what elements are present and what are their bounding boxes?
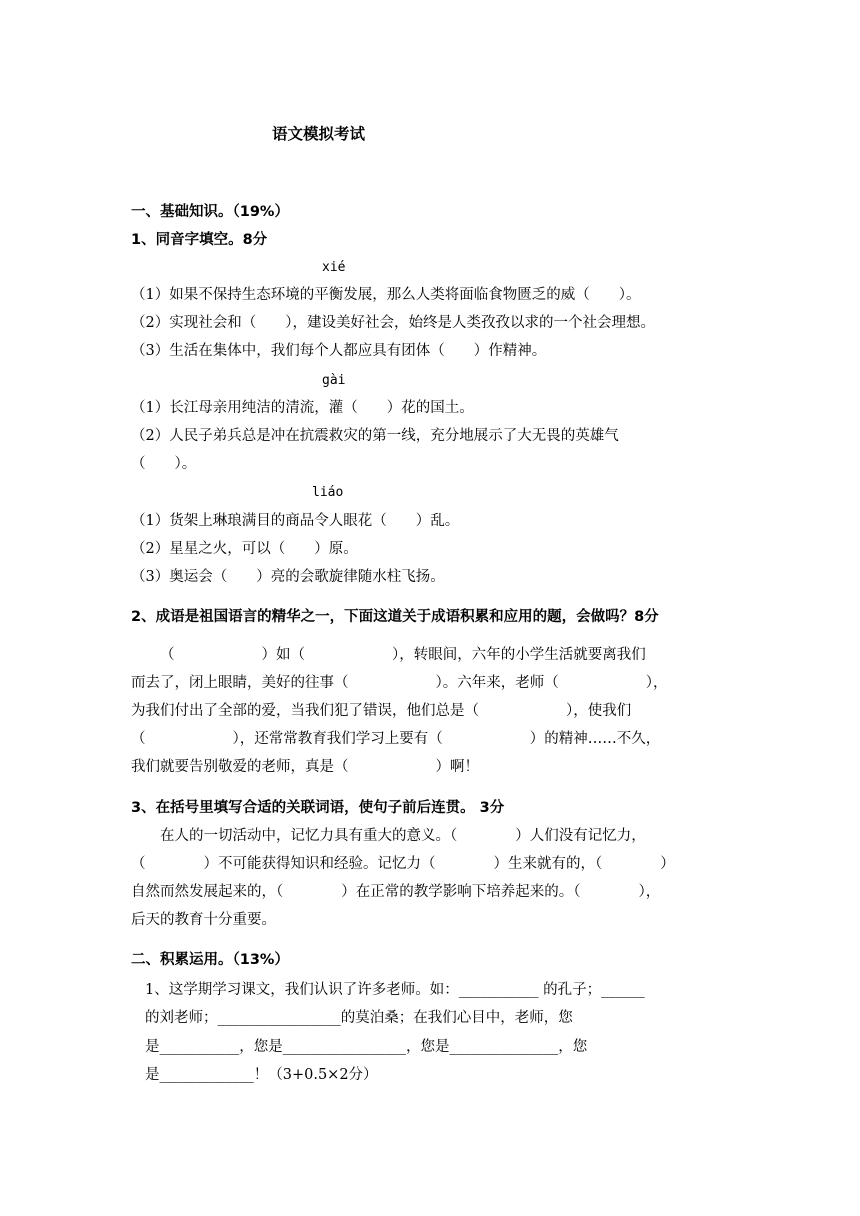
q2-heading: 2、成语是祖国语言的精华之一，下面这道关于成语积累和应用的题，会做吗？8分	[131, 609, 659, 625]
s2-q1-line-3: 是___________，您是_________________，您是_______________，您	[145, 1039, 588, 1055]
pinyin-liao: liáo	[312, 485, 344, 500]
pinyin-xie: xié	[322, 260, 346, 275]
q2-line-3: 为我们付出了全部的爱，当我们犯了错误，他们总是（ ），使我们	[131, 703, 632, 719]
q1-gai-item-1: （1）长江母亲用纯洁的清流，灌（ ）花的国土。	[131, 400, 474, 416]
q1-gai-item-2: （2）人民子弟兵总是冲在抗震救灾的第一线，充分地展示了大无畏的英雄气	[131, 428, 619, 444]
q1-heading: 1、同音字填空。8分	[131, 232, 268, 248]
q3-line-1: 在人的一切活动中，记忆力具有重大的意义。（ ）人们没有记忆力，	[160, 828, 646, 844]
q1-liao-item-2: （2）星星之火，可以（ ）原。	[131, 541, 358, 557]
page-title: 语文模拟考试	[272, 125, 366, 143]
q3-line-2: （ ）不可能获得知识和经验。记忆力（ ）生来就有的，（ ）	[131, 856, 675, 872]
q1-xie-item-2: （2）实现社会和（ ），建设美好社会，始终是人类孜孜以求的一个社会理想。	[131, 315, 655, 331]
q3-line-3: 自然而然发展起来的，（ ）在正常的教学影响下培养起来的。（ ），	[131, 884, 661, 900]
s2-q1-line-1: 1、这学期学习课文，我们认识了许多老师。如：___________ 的孔子；______	[145, 982, 645, 998]
q1-xie-item-1: （1）如果不保持生态环境的平衡发展，那么人类将面临食物匮乏的威（ ）。	[131, 287, 641, 303]
q1-liao-item-1: （1）货架上琳琅满目的商品令人眼花（ ）乱。	[131, 513, 460, 529]
q3-line-4: 后天的教育十分重要。	[131, 912, 276, 928]
section-1-heading: 一、基础知识。（19%）	[131, 204, 289, 220]
q3-heading: 3、在括号里填写合适的关联词语，使句子前后连贯。 3分	[131, 800, 505, 816]
q2-line-2: 而去了，闭上眼睛，美好的往事（ ）。六年来，老师（ ），	[131, 675, 668, 691]
q2-line-4: （ ），还常常教育我们学习上要有（ ）的精神……不久，	[131, 731, 661, 747]
section-2-heading: 二、积累运用。（13%）	[131, 952, 289, 968]
q1-xie-item-3: （3）生活在集体中，我们每个人都应具有团体（ ）作精神。	[131, 343, 547, 359]
pinyin-gai: gài	[322, 373, 346, 388]
q1-liao-item-3: （3）奥运会（ ）亮的会歌旋律随水柱飞扬。	[131, 569, 445, 585]
q2-line-1: （ ）如（ ），转眼间，六年的小学生活就要离我们	[160, 647, 646, 663]
q2-line-5: 我们就要告别敬爱的老师，真是（ ）啊！	[131, 759, 479, 775]
s2-q1-line-2: 的刘老师；_________________的莫泊桑；在我们心目中，老师，您	[145, 1010, 573, 1026]
s2-q1-line-4: 是_____________！（3+0.5×2分）	[145, 1067, 378, 1083]
q1-gai-item-2-cont: （ ）。	[131, 456, 197, 472]
